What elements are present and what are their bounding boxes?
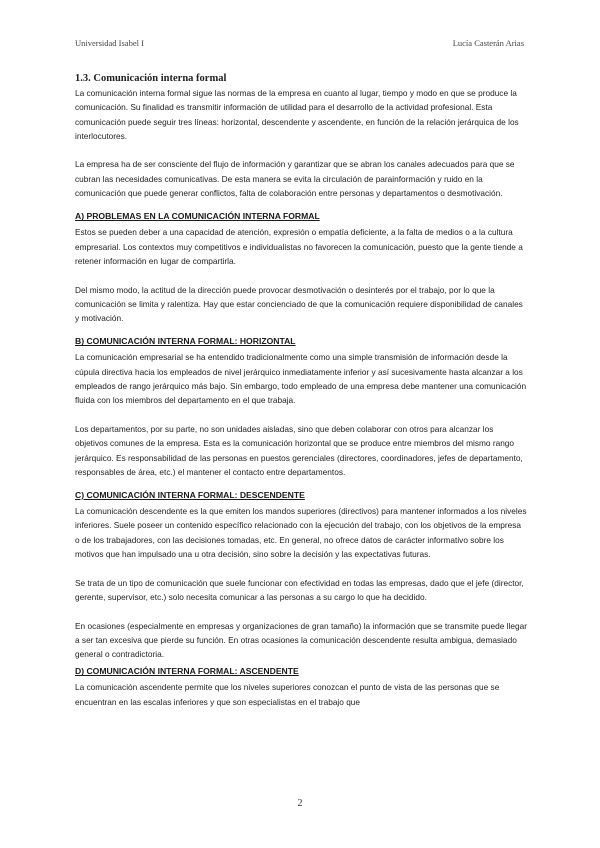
section-title: 1.3. Comunicación interna formal xyxy=(75,73,227,84)
page-number: 2 xyxy=(297,798,303,809)
subsection-c-paragraph-3: En ocasiones (especialmente en empresas y organizaciones de gran tamaño) la información que se transmite puede llegar a ser tan excesiva que pierde su función. En otras ocasiones la comunicación descendente resulta ambigua, demasiado general o contradictoria. xyxy=(75,620,527,660)
subsection-a-title: A) PROBLEMAS EN LA COMUNICACIÓN INTERNA FORMAL xyxy=(75,211,320,222)
subsection-c-paragraph-1: La comunicación descendente es la que emiten los mandos superiores (directivos) para mantener informados a los niveles inferiores. Suele poseer un contenido específico relacionado con la ejecución del trabajo, con los objetivos de la empresa o de los trabajadores, con las decisiones tomadas, etc. En general, no ofrece datos de carácter informativo sobre los motivos que han impulsado una u otra decisión, sino sobre la decisión y las expectativas futuras. xyxy=(75,506,527,560)
header-author: Lucía Casterán Arias xyxy=(452,38,524,48)
subsection-a-paragraph-1: Estos se pueden deber a una capacidad de atención, expresión o empatía deficiente, a la falta de medios o a la cultura empresarial. Los contextos muy competitivos e individualistas no favorecen la comunicación, puesto que la gente tiende a retener información en lugar de compartirla. xyxy=(75,227,523,266)
subsection-d-title: D) COMUNICACIÓN INTERNA FORMAL: ASCENDENTE xyxy=(75,666,299,677)
subsection-d-paragraph-1: La comunicación ascendente permite que los niveles superiores conozcan el punto de vista de las personas que se encuentran en las escalas inferiores y que son especialistas en el trabajo que xyxy=(75,682,500,707)
header-institution: Universidad Isabel I xyxy=(75,38,144,48)
subsection-c-title: C) COMUNICACIÓN INTERNA FORMAL: DESCENDENTE xyxy=(75,490,305,501)
subsection-b-title: B) COMUNICACIÓN INTERNA FORMAL: HORIZONTAL xyxy=(75,336,296,347)
subsection-c-paragraph-2: Se trata de un tipo de comunicación que suele funcionar con efectividad en todas las empresas, dado que el jefe (director, gerente, supervisor, etc.) solo necesita comunicar a las personas a su cargo lo que ha decidido. xyxy=(75,577,524,602)
intro-paragraph-2: La empresa ha de ser consciente del flujo de información y garantizar que se abran los canales adecuados para que se cubran las necesidades comunicativas. De esta manera se evita la circulación de parainformación y ruido en la comunicación que puede generar conflictos, falta de colaboración entre personas y departamentos o desmotivación. xyxy=(75,159,515,199)
subsection-a-paragraph-2: Del mismo modo, la actitud de la dirección puede provocar desmotivación o desinterés por el trabajo, por lo que la comunicación se limita y ralentiza. Hay que estar concienciado de que la comunicación requiere disponibilidad de canales y motivación. xyxy=(75,284,523,324)
subsection-b-paragraph-1: La comunicación empresarial se ha entendido tradicionalmente como una simple transmisión de información desde la cúpula directiva hacia los empleados de nivel jerárquico inmediatamente inferior y así sucesivamente hasta alcanzar a los empleados de rango jerárquico más bajo. Sin embargo, todo empleado de una empresa debe mantener una comunicación fluida con los miembros del departamento en el que trabaja. xyxy=(75,352,527,406)
subsection-b-paragraph-2: Los departamentos, por su parte, no son unidades aisladas, sino que deben colaborar con otros para alcanzar los objetivos comunes de la empresa. Esta es la comunicación horizontal que se produce entre miembros del mismo rango jerárquico. Es responsabilidad de las personas en puestos gerenciales (directores, coordinadores, jefes de departamento, responsables de área, etc.) el mantener el contacto entre departamentos. xyxy=(75,423,523,477)
page-body xyxy=(75,73,527,723)
intro-paragraph-1: La comunicación interna formal sigue las normas de la empresa en cuanto al lugar, tiempo y modo en que se produce la comunicación. Su finalidad es transmitir información de utilidad para el desarrollo de la actividad profesional. Esta comunicación puede seguir tres líneas: horizontal, descendente y ascendente, en función de la relación jerárquica de los interlocutores. xyxy=(75,88,519,141)
